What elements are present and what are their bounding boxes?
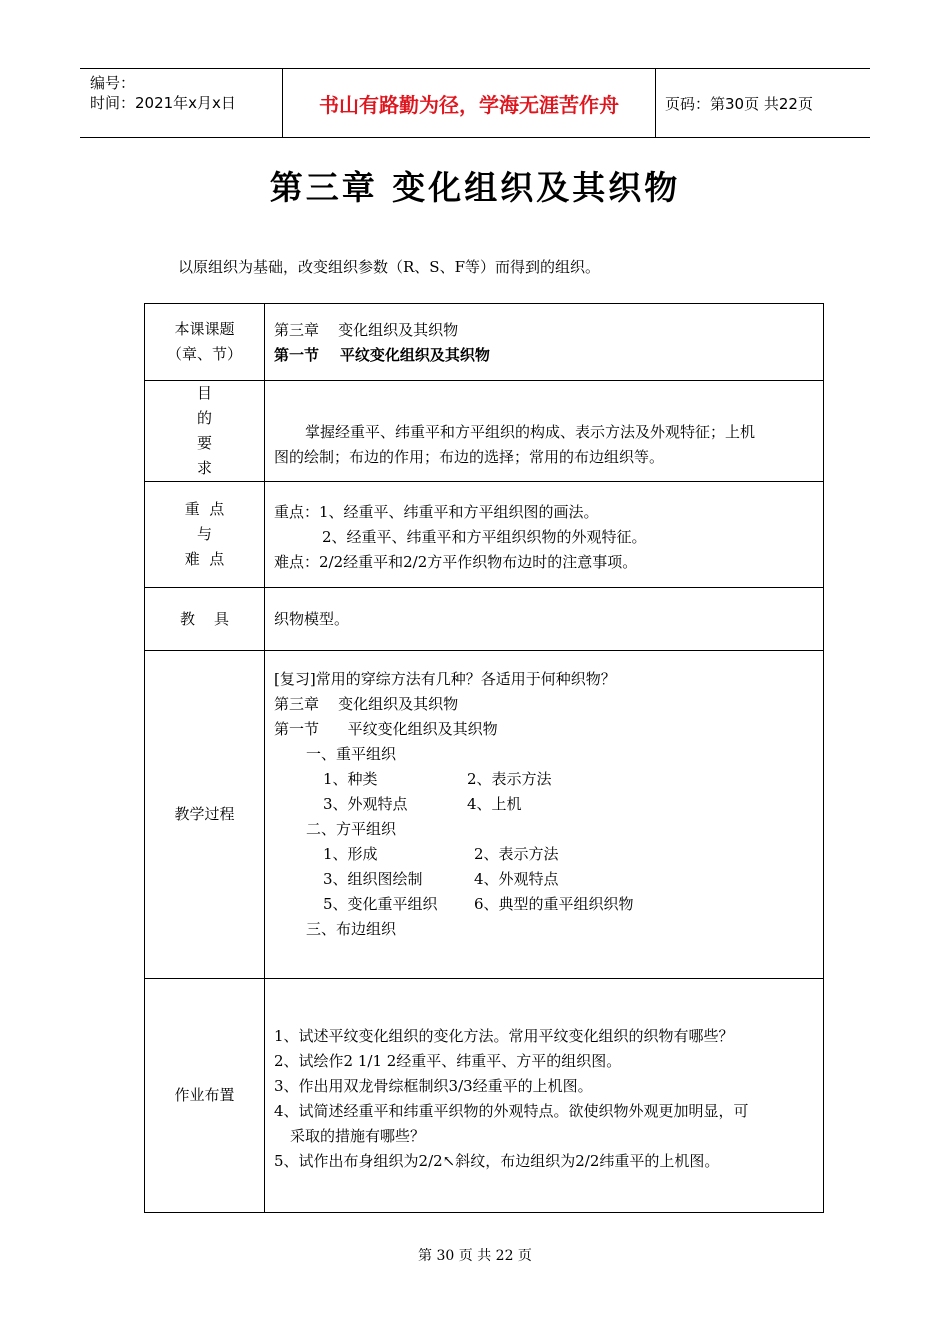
keypoints-label-line: 重 点 — [184, 500, 225, 518]
homework-label-text: 作业布置 — [174, 1086, 235, 1104]
header-motto: 书山有路勤为径，学海无涯苦作舟 — [282, 69, 656, 137]
tools-label — [145, 588, 265, 650]
process-item: 1、形成 — [323, 845, 378, 863]
lesson-plan-table — [144, 303, 824, 1213]
homework-label — [145, 979, 265, 1212]
topic-content — [265, 304, 823, 380]
process-label — [145, 651, 265, 978]
topic-label — [145, 304, 265, 380]
topic-chapter: 第三章 变化组织及其织物 — [274, 321, 459, 339]
process-heading: 三、布边组织 — [306, 920, 397, 938]
page-footer: 第 30 页 共 22 页 — [418, 1248, 532, 1264]
header-meta — [80, 69, 282, 137]
keypoints-label-line: 难 点 — [184, 550, 225, 568]
row-process — [145, 651, 823, 979]
row-topic — [145, 304, 823, 381]
keypoints-content — [265, 482, 823, 587]
process-review: [复习]常用的穿综方法有几种？各适用于何种织物？ — [274, 670, 616, 688]
process-content — [265, 651, 823, 978]
process-item: 2、表示方法 — [467, 770, 552, 788]
process-item: 1、种类 — [323, 770, 378, 788]
header-page-info: 页码：第30页 共22页 — [665, 95, 813, 113]
process-item: 4、外观特点 — [474, 870, 559, 888]
page-title: 第三章 变化组织及其织物 — [269, 168, 681, 207]
topic-section: 第一节 平纹变化组织及其织物 — [274, 346, 490, 364]
time-label: 时间：2021年x月x日 — [90, 94, 236, 112]
process-heading: 一、重平组织 — [306, 745, 397, 763]
process-chapter: 第三章 变化组织及其织物 — [274, 695, 459, 713]
process-heading: 二、方平组织 — [306, 820, 397, 838]
process-item: 2、表示方法 — [474, 845, 559, 863]
goal-line: 图的绘制；布边的作用；布边的选择；常用的布边组织等。 — [274, 448, 665, 466]
row-tools — [145, 588, 823, 651]
homework-line: 2、试绘作2 1/1 2经重平、纬重平、方平的组织图。 — [274, 1052, 622, 1070]
document-header — [80, 68, 870, 138]
process-item: 3、组织图绘制 — [323, 870, 423, 888]
homework-content — [265, 979, 823, 1212]
keypoints-label — [145, 482, 265, 587]
row-keypoints — [145, 482, 823, 588]
tools-line: 织物模型。 — [274, 610, 350, 628]
goal-label-char: 目 — [196, 384, 212, 402]
topic-label-line1: 本课课题 — [174, 320, 235, 338]
goal-label-char: 要 — [196, 434, 212, 452]
goal-label-char: 的 — [196, 409, 212, 427]
process-item: 6、典型的重平组织织物 — [474, 895, 634, 913]
row-goal — [145, 381, 823, 482]
process-section: 第一节 平纹变化组织及其织物 — [274, 720, 498, 738]
homework-line: 5、试作出布身组织为2/2↖斜纹，布边组织为2/2纬重平的上机图。 — [274, 1152, 720, 1170]
keypoints-label-line: 与 — [196, 525, 212, 543]
process-item: 3、外观特点 — [323, 795, 408, 813]
tools-label-text: 教 具 — [179, 609, 230, 628]
goal-label-char: 求 — [196, 459, 212, 477]
homework-line: 采取的措施有哪些？ — [290, 1127, 426, 1145]
process-label-text: 教学过程 — [174, 805, 235, 823]
keypoints-line: 重点：1、经重平、纬重平和方平组织图的画法。 — [274, 503, 599, 521]
homework-line: 3、作出用双龙骨综框制织3/3经重平的上机图。 — [274, 1077, 593, 1095]
homework-line: 1、试述平纹变化组织的变化方法。常用平纹变化组织的织物有哪些？ — [274, 1027, 734, 1045]
row-homework — [145, 979, 823, 1212]
goal-label — [145, 381, 265, 481]
tools-content — [265, 588, 823, 650]
homework-line: 4、试简述经重平和纬重平织物的外观特点。欲使织物外观更加明显，可 — [274, 1102, 749, 1120]
process-item: 4、上机 — [467, 795, 522, 813]
process-item: 5、变化重平组织 — [323, 895, 438, 913]
goal-line: 掌握经重平、纬重平和方平组织的构成、表示方法及外观特征；上机 — [305, 423, 756, 441]
keypoints-line: 难点：2/2经重平和2/2方平作织物布边时的注意事项。 — [274, 553, 638, 571]
topic-label-line2: （章、节） — [166, 345, 242, 363]
goal-content — [265, 381, 823, 481]
number-label: 编号： — [90, 74, 136, 92]
intro-text: 以原组织为基础，改变组织参数（R、S、F等）而得到的组织。 — [178, 258, 600, 276]
keypoints-line: 2、经重平、纬重平和方平组织织物的外观特征。 — [322, 528, 647, 546]
